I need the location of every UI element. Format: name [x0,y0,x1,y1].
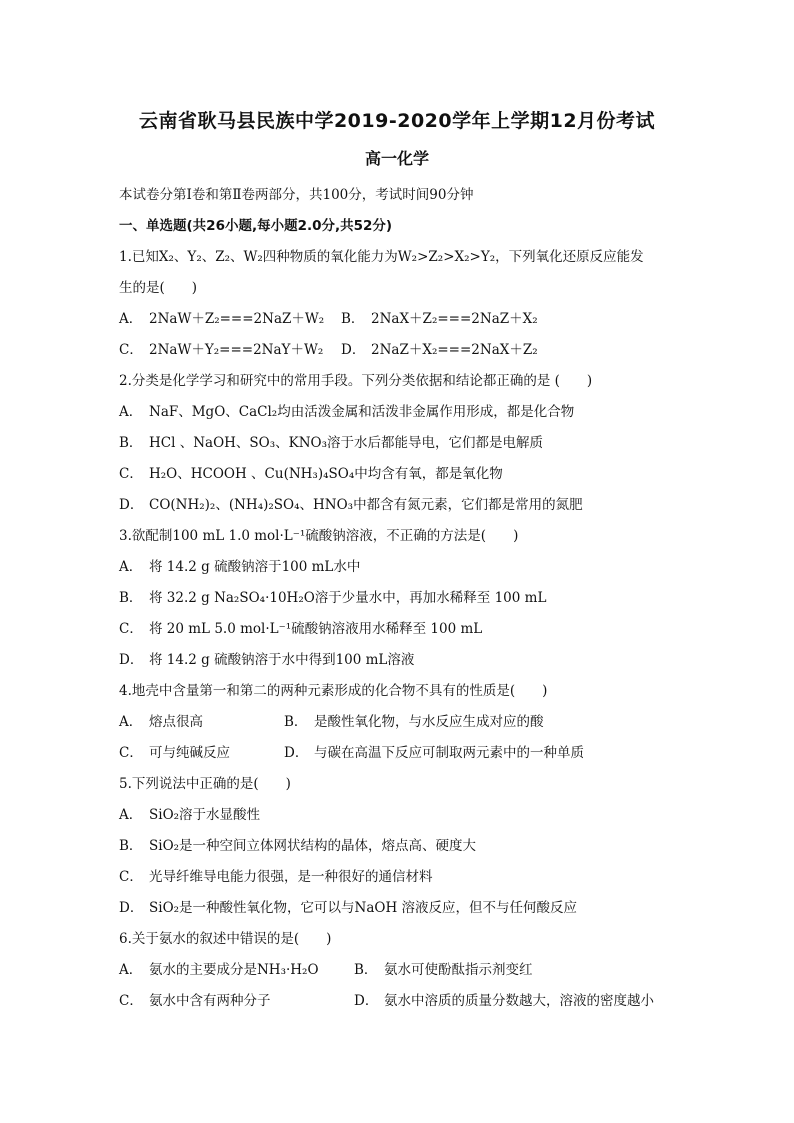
option-text: H₂O、HCOOH 、Cu(NH₃)₄SO₄中均含有氧，都是氧化物 [149,466,503,482]
option-letter: A． [119,404,143,420]
option-text: 氨水的主要成分是NH₃·H₂O [149,962,319,978]
question-5-option-b [119,831,689,862]
question-3-option-d [119,645,689,676]
exam-intro: 本试卷分第Ⅰ卷和第Ⅱ卷两部分，共100分，考试时间90分钟 [119,187,474,203]
exam-content [119,180,689,1017]
question-2-option-c [119,459,689,490]
option-letter: B． [284,714,308,730]
exam-title: 云南省耿马县民族中学2019-2020学年上学期12月份考试 [138,110,656,132]
question-5-option-c [119,862,689,893]
question-3-option-b [119,583,689,614]
question-6-option-c [119,986,354,1017]
question-6-options-row1 [119,955,689,986]
question-4-option-a [119,707,284,738]
option-text: 氨水中溶质的质量分数越大，溶液的密度越小 [384,993,654,1009]
option-letter: D． [284,745,309,761]
option-letter: D． [354,993,379,1009]
option-letter: C． [119,869,143,885]
question-1-option-a [119,304,341,335]
question-1-option-b [341,304,538,335]
question-1-options-row1 [119,304,689,335]
question-4-option-d [284,738,584,769]
option-text: 可与纯碱反应 [149,745,230,761]
question-3-option-c [119,614,689,645]
question-6-options-row2 [119,986,689,1017]
question-1-options-row2 [119,335,689,366]
option-letter: B． [119,590,143,606]
option-letter: D． [341,342,366,358]
question-4-stem: 4.地壳中含量第一和第二的两种元素形成的化合物不具有的性质是( ) [119,683,548,699]
option-letter: B． [341,311,365,327]
option-text: 2NaW＋Z₂===2NaZ＋W₂ [149,311,325,327]
option-letter: C． [119,342,143,358]
question-5-option-a [119,800,689,831]
option-text: 将 14.2 g 硫酸钠溶于100 mL水中 [149,559,361,575]
option-letter: B． [119,838,143,854]
question-1-stem-line1: 1.已知X₂、Y₂、Z₂、W₂四种物质的氧化能力为W₂>Z₂>X₂>Y₂，下列氧化还原反应能发 [119,249,644,265]
option-text: 光导纤维导电能力很强，是一种很好的通信材料 [149,869,433,885]
question-3-stem: 3.欲配制100 mL 1.0 mol·L⁻¹硫酸钠溶液，不正确的方法是( ) [119,528,519,544]
question-2-option-a [119,397,689,428]
option-letter: A． [119,559,143,575]
option-letter: D． [119,900,144,916]
question-4-options-row2 [119,738,689,769]
option-letter: A． [119,311,143,327]
question-2-option-d [119,490,689,521]
option-text: SiO₂是一种酸性氧化物，它可以与NaOH 溶液反应，但不与任何酸反应 [149,900,578,916]
option-text: HCl 、NaOH、SO₃、KNO₃溶于水后都能导电，它们都是电解质 [149,435,544,451]
option-letter: A． [119,962,143,978]
option-text: 熔点很高 [149,714,203,730]
question-4-options-row1 [119,707,689,738]
option-text: 2NaZ＋X₂===2NaX＋Z₂ [371,342,538,358]
option-text: 将 20 mL 5.0 mol·L⁻¹硫酸钠溶液用水稀释至 100 mL [149,621,483,637]
question-1-stem-line2: 生的是( ) [119,280,198,296]
option-letter: A． [119,807,143,823]
option-letter: D． [119,652,144,668]
option-text: 是酸性氧化物，与水反应生成对应的酸 [314,714,544,730]
question-1-option-d [341,335,538,366]
question-6-option-a [119,955,354,986]
question-2-stem: 2.分类是化学学习和研究中的常用手段。下列分类依据和结论都正确的是 ( ) [119,373,593,389]
option-letter: C． [119,466,143,482]
option-text: NaF、MgO、CaCl₂均由活泼金属和活泼非金属作用形成，都是化合物 [149,404,575,420]
option-text: SiO₂是一种空间立体网状结构的晶体，熔点高、硬度大 [149,838,477,854]
option-letter: C． [119,745,143,761]
option-letter: B． [354,962,378,978]
option-text: 2NaW＋Y₂===2NaY＋W₂ [149,342,324,358]
option-text: CO(NH₂)₂、(NH₄)₂SO₄、HNO₃中都含有氮元素，它们都是常用的氮肥 [149,497,583,513]
question-6-stem: 6.关于氨水的叙述中错误的是( ) [119,931,332,947]
option-letter: D． [119,497,144,513]
option-text: SiO₂溶于水显酸性 [149,807,261,823]
option-text: 2NaX＋Z₂===2NaZ＋X₂ [371,311,538,327]
question-6-option-b [354,955,533,986]
exam-subject: 高一化学 [364,149,429,168]
option-text: 氨水可使酚酞指示剂变红 [384,962,533,978]
question-5-option-d [119,893,689,924]
question-4-option-b [284,707,544,738]
section-heading: 一、单选题(共26小题,每小题2.0分,共52分) [119,218,393,234]
option-text: 将 14.2 g 硫酸钠溶于水中得到100 mL溶液 [149,652,415,668]
question-4-option-c [119,738,284,769]
question-2-option-b [119,428,689,459]
option-letter: C． [119,993,143,1009]
option-letter: B． [119,435,143,451]
option-text: 与碳在高温下反应可制取两元素中的一种单质 [314,745,584,761]
option-letter: C． [119,621,143,637]
question-1-option-c [119,335,341,366]
question-6-option-d [354,986,654,1017]
question-5-stem: 5.下列说法中正确的是( ) [119,776,291,792]
option-text: 将 32.2 g Na₂SO₄·10H₂O溶于少量水中，再加水稀释至 100 mL [149,590,547,606]
option-text: 氨水中含有两种分子 [149,993,271,1009]
question-3-option-a [119,552,689,583]
option-letter: A． [119,714,143,730]
